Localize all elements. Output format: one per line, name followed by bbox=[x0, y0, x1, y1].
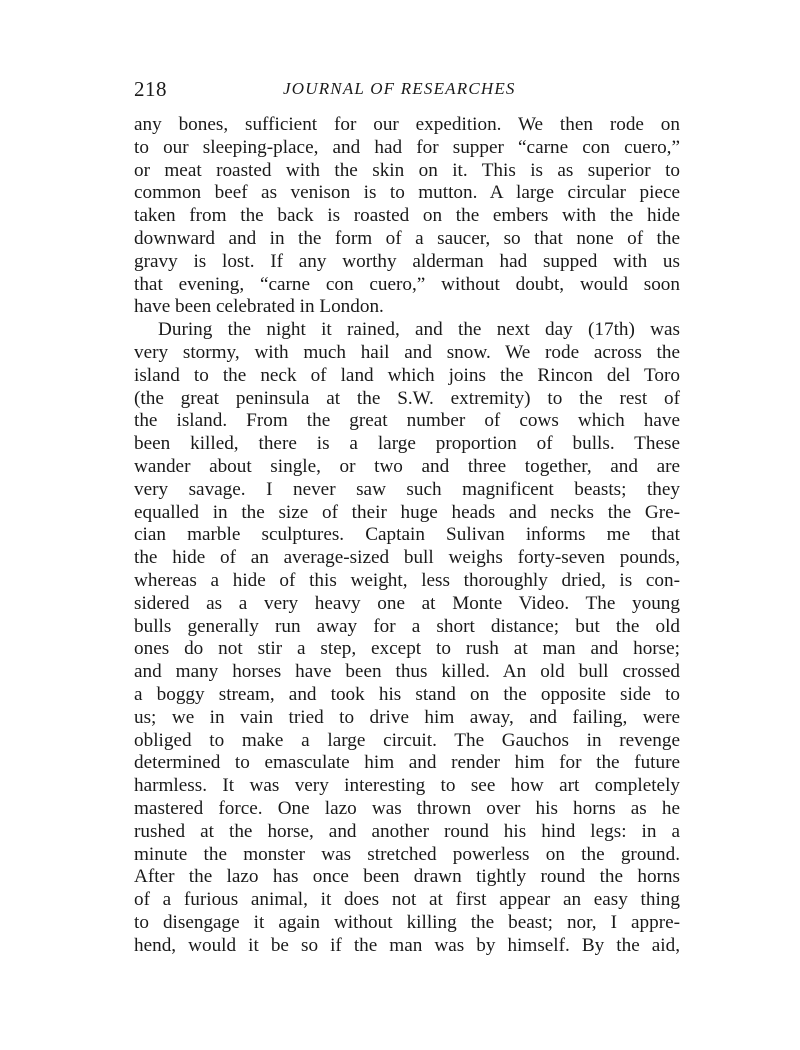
text-line: gravy is lost. If any worthy alderman had supped with us bbox=[134, 250, 680, 272]
text-line: of a furious animal, it does not at first appear an easy thing bbox=[134, 889, 680, 911]
body-text bbox=[134, 114, 680, 957]
text-line: sidered as a very heavy one at Monte Video. The young bbox=[134, 592, 680, 614]
text-line: very savage. I never saw such magnificent beasts; they bbox=[134, 478, 680, 500]
text-line: (the great peninsula at the S.W. extremity) to the rest of bbox=[134, 387, 680, 409]
text-line: bulls generally run away for a short distance; but the old bbox=[134, 615, 680, 637]
text-line: the island. From the great number of cows which have bbox=[134, 410, 680, 432]
page-number: 218 bbox=[134, 77, 167, 101]
text-line: equalled in the size of their huge heads and necks the Gre- bbox=[134, 501, 680, 523]
text-line: us; we in vain tried to drive him away, and failing, were bbox=[134, 706, 680, 728]
text-line: any bones, sufficient for our expedition. We then rode on bbox=[134, 114, 680, 135]
text-line: the hide of an average-sized bull weighs forty-seven pounds, bbox=[134, 547, 680, 569]
text-line: ones do not stir a step, except to rush at man and horse; bbox=[134, 638, 680, 660]
running-head bbox=[134, 77, 684, 103]
text-line: cian marble sculptures. Captain Sulivan informs me that bbox=[134, 524, 680, 546]
text-line: very stormy, with much hail and snow. We rode across the bbox=[134, 341, 680, 363]
text-line: wander about single, or two and three together, and are bbox=[134, 455, 680, 477]
text-line: determined to emasculate him and render him for the future bbox=[134, 752, 680, 774]
paragraph-end-line: have been celebrated in London. bbox=[134, 296, 384, 318]
text-line: taken from the back is roasted on the embers with the hide bbox=[134, 205, 680, 227]
text-line: island to the neck of land which joins the Rincon del Toro bbox=[134, 364, 680, 386]
text-line: rushed at the horse, and another round his hind legs: in a bbox=[134, 820, 680, 842]
text-line: harmless. It was very interesting to see how art completely bbox=[134, 775, 680, 797]
text-line: common beef as venison is to mutton. A large circular piece bbox=[134, 182, 680, 204]
paragraph-start-line: During the night it rained, and the next day (17th) was bbox=[158, 319, 680, 341]
text-line: been killed, there is a large proportion of bulls. These bbox=[134, 433, 680, 455]
text-line: hend, would it be so if the man was by himself. By the aid, bbox=[134, 934, 680, 956]
text-line: obliged to make a large circuit. The Gauchos in revenge bbox=[134, 729, 680, 751]
text-line: to disengage it again without killing the beast; nor, I appre- bbox=[134, 911, 680, 933]
text-line: whereas a hide of this weight, less thoroughly dried, is con- bbox=[134, 569, 680, 591]
running-title: JOURNAL OF RESEARCHES bbox=[283, 79, 516, 98]
text-line: a boggy stream, and took his stand on the opposite side to bbox=[134, 683, 680, 705]
text-line: that evening, “carne con cuero,” without doubt, would soon bbox=[134, 273, 680, 295]
text-line: minute the monster was stretched powerless on the ground. bbox=[134, 843, 680, 865]
text-line: to our sleeping-place, and had for supper “carne con cuero,” bbox=[134, 136, 680, 158]
text-line: After the lazo has once been drawn tightly round the horns bbox=[134, 866, 680, 888]
text-line: and many horses have been thus killed. An old bull crossed bbox=[134, 661, 680, 683]
text-line: or meat roasted with the skin on it. This is as superior to bbox=[134, 159, 680, 181]
text-line: downward and in the form of a saucer, so that none of the bbox=[134, 227, 680, 249]
text-line: mastered force. One lazo was thrown over his horns as he bbox=[134, 797, 680, 819]
